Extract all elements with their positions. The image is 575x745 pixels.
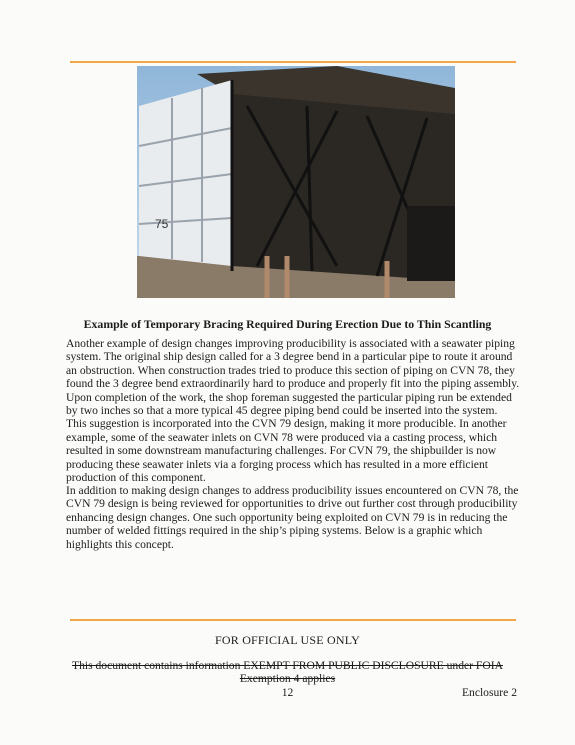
enclosure-label: Enclosure 2 [461,686,517,699]
classification-label: FOR OFFICIAL USE ONLY [215,633,360,647]
hull-marking-text: 75 [155,217,169,231]
body-paragraph-1: Another example of design changes improving producibility is associated with a seawater piping system. The original ship design called for a 3 degree bend in a particular pipe to route it around an obstruction. When construction trades tried to produce this section of piping on CVN 78, they found the 3 degree bend extraordinarily hard to produce and properly fit into the piping assembly. Upon completion of the work, the shop foreman suggested the particular piping run be extended by two inches so that a more typical 45 degree piping bend could be inserted into the system. This suggestion is incorporated into the CVN 79 design, making it more producible. In another example, some of the seawater inlets on CVN 78 were produced via a casting process, which resulted in some downstream manufacturing challenges. For CVN 79, the shipbuilder is now producing these seawater inlets via a forging process which has resulted in a more efficient production of this component. [66,337,520,485]
bottom-rule [70,619,516,621]
page-number: 12 [281,686,294,699]
exemption-notice-line-1: This document contains information EXEMPT FROM PUBLIC DISCLOSURE under FOIA [71,659,503,672]
body-paragraph-2: In addition to making design changes to address producibility issues encountered on CVN 78, the CVN 79 design is being reviewed for opportunities to drive out further cost through producibility enhancing design changes. One such opportunity being exploited on CVN 79 is in reducing the number of welded fittings required in the ship’s piping systems. Below is a graphic which highlights this concept. [66,484,519,551]
top-rule [70,61,516,63]
bracing-photo [137,66,455,298]
construction-bracing-photo-icon [137,66,455,298]
exemption-notice-line-2: Exemption 4 applies [239,672,336,685]
photo-caption: Example of Temporary Bracing Required During Erection Due to Thin Scantling [83,317,492,331]
